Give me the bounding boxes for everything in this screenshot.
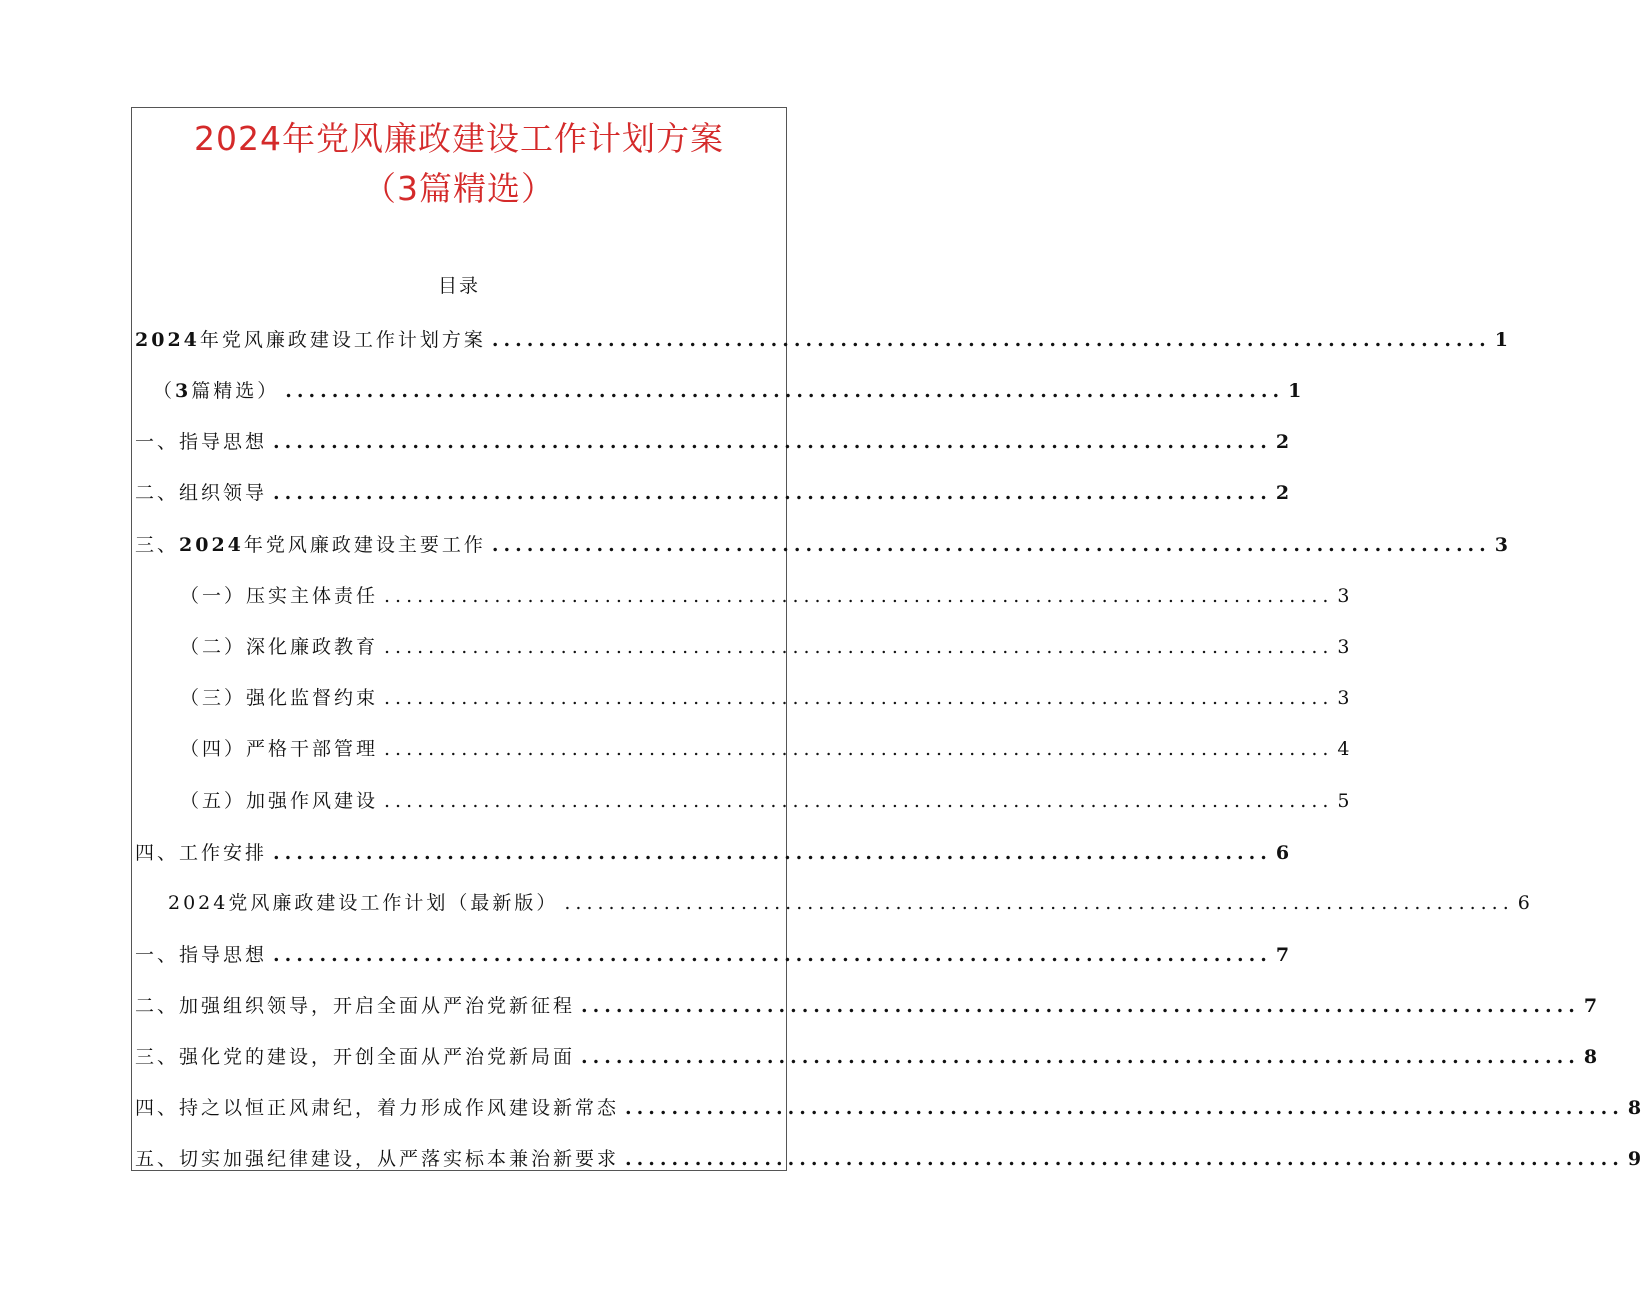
toc-entry-page: 7: [1583, 995, 1598, 1017]
toc-entry-page: 2: [1275, 482, 1290, 504]
toc-entry-label: （一）压实主体责任: [180, 585, 379, 607]
toc-entry-label: 二、组织领导: [135, 482, 268, 504]
toc-leader-dots: ......................................................................................: [273, 482, 1272, 504]
toc-entry[interactable]: [135, 940, 1290, 970]
toc-entry-page: 4: [1337, 738, 1350, 760]
toc-leader-dots: ......................................................................................: [491, 329, 1491, 351]
toc-leader-dots: ......................................................................................: [625, 1097, 1624, 1119]
toc-entry[interactable]: [168, 888, 1530, 918]
toc-leader-dots: ......................................................................................: [581, 995, 1580, 1017]
toc-leader-dots: ......................................................................................: [285, 380, 1285, 402]
toc-entry-page: 2: [1275, 431, 1290, 453]
toc-entry[interactable]: [135, 427, 1290, 457]
toc-entry[interactable]: [135, 1042, 1598, 1072]
toc-leader-dots: ......................................................................................: [625, 1148, 1624, 1170]
toc-entry-page: 3: [1337, 687, 1350, 709]
toc-entry-page: 3: [1337, 636, 1350, 658]
toc-leader-dots: ......................................................................................: [564, 892, 1514, 914]
toc-entry-label: （二）深化廉政教育: [180, 636, 379, 658]
toc-entry-label: 一、指导思想: [135, 431, 268, 453]
toc-entry-label: 三、强化党的建设，开创全面从严治党新局面: [135, 1046, 576, 1068]
toc-entry-page: 3: [1494, 534, 1509, 556]
toc-entry-page: 6: [1275, 842, 1290, 864]
toc-entry-label: 2024年党风廉政建设工作计划方案: [135, 329, 486, 351]
toc-entry-page: 6: [1517, 892, 1530, 914]
toc-entry[interactable]: [135, 838, 1290, 868]
toc-entry-page: 5: [1337, 790, 1350, 812]
toc-leader-dots: ......................................................................................: [384, 790, 1334, 812]
toc-entry-label: （五）加强作风建设: [180, 790, 379, 812]
toc-entry[interactable]: [135, 1144, 1641, 1174]
toc-entry-page: 8: [1627, 1097, 1641, 1119]
toc-leader-dots: ......................................................................................: [384, 687, 1334, 709]
toc-entry-label: 四、持之以恒正风肃纪，着力形成作风建设新常态: [135, 1097, 620, 1119]
toc-entry-page: 9: [1627, 1148, 1641, 1170]
toc-leader-dots: ......................................................................................: [384, 585, 1334, 607]
toc-entry-page: 3: [1337, 585, 1350, 607]
toc-entry[interactable]: [153, 376, 1302, 406]
toc-leader-dots: ......................................................................................: [384, 636, 1334, 658]
toc-entry[interactable]: [135, 991, 1598, 1021]
toc-leader-dots: ......................................................................................: [273, 842, 1272, 864]
toc-entry[interactable]: [180, 581, 1350, 611]
toc-heading: 目录: [437, 275, 480, 297]
toc-entry-label: 三、2024年党风廉政建设主要工作: [135, 534, 486, 556]
toc-entry-label: 2024党风廉政建设工作计划（最新版）: [168, 892, 559, 914]
toc-entry-label: （四）严格干部管理: [180, 738, 379, 760]
toc-entry-page: 7: [1275, 944, 1290, 966]
toc-entry-page: 8: [1583, 1046, 1598, 1068]
toc-entry[interactable]: [135, 530, 1509, 560]
toc-entry-label: 二、加强组织领导，开启全面从严治党新征程: [135, 995, 576, 1017]
toc-entry-page: 1: [1494, 329, 1509, 351]
toc-entry-label: （三）强化监督约束: [180, 687, 379, 709]
toc-entry[interactable]: [135, 478, 1290, 508]
toc-entry-label: （3篇精选）: [153, 380, 280, 402]
toc-entry[interactable]: [180, 734, 1350, 764]
document-title: 2024年党风廉政建设工作计划方案: [194, 119, 724, 158]
toc-leader-dots: ......................................................................................: [384, 738, 1334, 760]
toc-entry[interactable]: [180, 786, 1350, 816]
toc-leader-dots: ......................................................................................: [273, 431, 1272, 453]
toc-leader-dots: ......................................................................................: [491, 534, 1491, 556]
toc-entry[interactable]: [135, 1093, 1641, 1123]
toc-entry-page: 1: [1288, 380, 1302, 402]
toc-entry-label: 四、工作安排: [135, 842, 268, 864]
document-subtitle: （3篇精选）: [363, 169, 555, 208]
toc-leader-dots: ......................................................................................: [581, 1046, 1580, 1068]
toc-entry[interactable]: [135, 325, 1509, 355]
toc-entry[interactable]: [180, 632, 1350, 662]
toc-entry-label: 五、切实加强纪律建设，从严落实标本兼治新要求: [135, 1148, 620, 1170]
toc-entry-label: 一、指导思想: [135, 944, 268, 966]
toc-entry[interactable]: [180, 683, 1350, 713]
toc-leader-dots: ......................................................................................: [273, 944, 1272, 966]
